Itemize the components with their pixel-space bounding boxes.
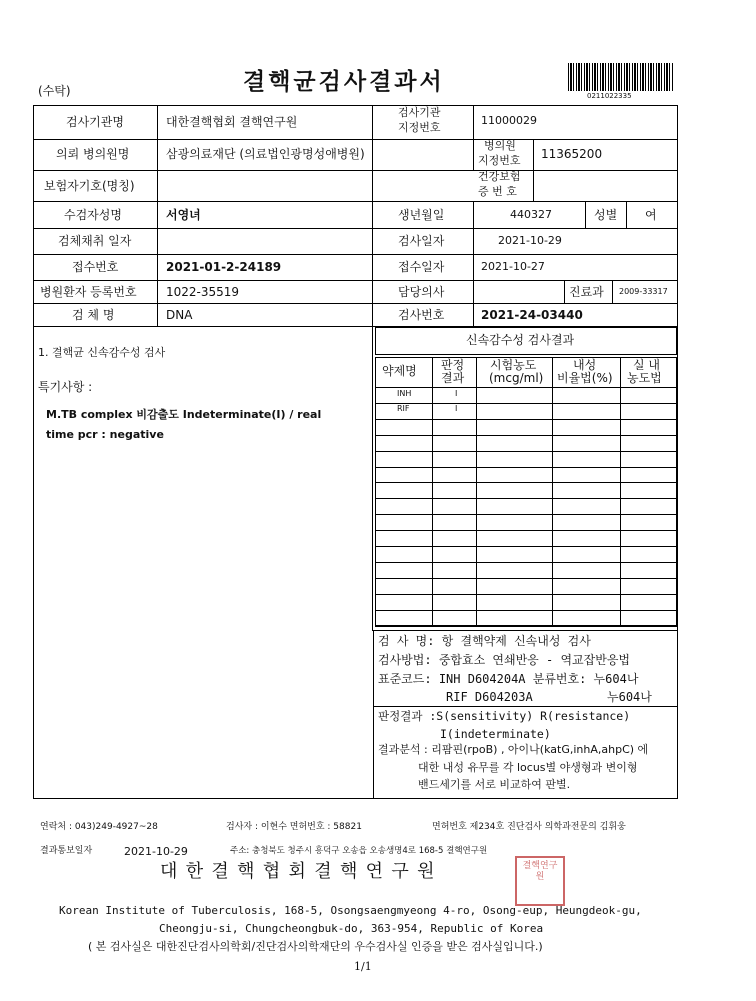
insurance-cert-label-1: 건강보험	[478, 170, 521, 183]
accept-no-label: 접수번호	[72, 260, 119, 274]
results-grid-line	[375, 626, 677, 627]
results-grid-line	[375, 498, 677, 499]
test-item: 1. 결핵균 신속감수성 검사	[38, 346, 166, 359]
insurer-label: 보험자기호(명칭)	[44, 179, 135, 193]
seal-text: 결핵연구원	[522, 861, 558, 882]
document-title: 결핵균검사결과서	[243, 69, 445, 95]
hospital-label: 의뢰 병의원명	[56, 147, 130, 161]
remarks-line-2: time pcr : negative	[46, 428, 164, 441]
footer-phone: 연락처 : 043)249-4927~28	[40, 822, 158, 832]
row-inh-drug: INH	[397, 389, 412, 398]
footer-institute: 대 한 결 핵 협 회 결 핵 연 구 원	[160, 861, 436, 882]
birth-label: 생년월일	[398, 208, 445, 222]
footer-license: 면허번호 제234호 진단검사 의학과전문의 김휘웅	[432, 822, 626, 832]
barcode-number: 0211022335	[587, 92, 632, 100]
hospital-code-label-1: 병의원	[484, 139, 516, 152]
judgement-line-2: I(indeterminate)	[440, 727, 551, 741]
patient-label: 수검자성명	[64, 208, 122, 222]
header-realtime-2: 농도법	[627, 371, 662, 385]
remarks-label: 특기사항 :	[38, 380, 93, 394]
analysis-line-2: 대한 내성 유무를 각 locus별 야생형과 변이형	[418, 761, 638, 774]
results-grid-line	[375, 562, 677, 563]
header-concentration-1: 시험농도	[490, 358, 537, 372]
method-code-line-2b: 누604나	[607, 690, 652, 704]
specimen-label: 검 체 명	[72, 308, 115, 322]
sex-value: 여	[645, 208, 657, 222]
specimen-value: DNA	[166, 308, 193, 322]
header-resistance-1: 내성	[573, 358, 597, 372]
lab-code-value: 11000029	[481, 114, 537, 127]
results-grid-line	[375, 482, 677, 483]
lab-label: 검사기관명	[66, 115, 124, 129]
dept-label: 진료과	[569, 285, 604, 299]
barcode	[568, 63, 674, 91]
results-grid-line	[375, 419, 677, 420]
row-rif-drug: RIF	[397, 404, 410, 413]
footer-english-1: Korean Institute of Tuberculosis, 168-5, Osongsaengmyeong 4-ro, Osong-eup, Heungdeok-gu,	[59, 904, 642, 917]
results-grid-line	[375, 514, 677, 515]
accept-no-value: 2021-01-2-24189	[166, 260, 282, 274]
accept-date-label: 접수일자	[398, 260, 445, 274]
header-resistance-2: 비율법(%)	[557, 371, 613, 385]
hospital-code-value: 11365200	[541, 147, 603, 161]
header-judgement-2: 결과	[441, 371, 465, 385]
footer-report-date-label: 결과통보일자	[40, 846, 93, 856]
dept-value: 2009-33317	[619, 287, 668, 296]
results-grid-line	[375, 451, 677, 452]
doctor-label: 담당의사	[398, 285, 445, 299]
patient-value: 서영녀	[166, 208, 201, 222]
accept-date-value: 2021-10-27	[481, 260, 545, 273]
lab-code-label-2: 지정번호	[398, 121, 441, 134]
results-table	[375, 357, 677, 626]
method-code-line-1: 표준코드: INH D604204A 분류번호: 누604나	[378, 672, 639, 686]
results-grid-line	[375, 610, 677, 611]
header-judgement-1: 판정	[441, 358, 465, 372]
results-grid-line	[375, 530, 677, 531]
footer-address: 주소: 충청북도 청주시 흥덕구 오송읍 오송생명4로 168-5 결핵연구원	[230, 846, 488, 856]
test-no-label: 검사번호	[398, 308, 445, 322]
method-name-line: 검 사 명: 항 결핵약제 신속내성 검사	[378, 634, 591, 648]
header-drug: 약제명	[382, 364, 417, 378]
lab-code-label-1: 검사기관	[398, 106, 441, 119]
test-date-value: 2021-10-29	[498, 234, 562, 247]
collect-label: 검체채취 일자	[58, 234, 132, 248]
hospital-code-label-2: 지정번호	[478, 154, 521, 167]
footer-english-2: Cheongju-si, Chungcheongbuk-do, 363-954, Republic of Korea	[159, 922, 544, 935]
results-grid-line	[375, 546, 677, 547]
test-no-value: 2021-24-03440	[481, 308, 583, 322]
analysis-line-1: 결과분석 : 리팜핀(rpoB) , 아이나(katG,inhA,ahpC) 에	[378, 743, 649, 756]
header-realtime-1: 실 내	[633, 358, 660, 372]
hospital-value: 삼광의료재단 (의료법인광명성애병원)	[166, 147, 365, 161]
row-inh-result: I	[455, 389, 458, 398]
results-grid-line	[375, 594, 677, 595]
test-date-label: 검사일자	[398, 234, 445, 248]
footer-report-date-value: 2021-10-29	[124, 845, 188, 858]
results-title: 신속감수성 검사결과	[466, 333, 575, 347]
sex-label: 성별	[594, 208, 618, 222]
results-grid-line	[375, 467, 677, 468]
official-seal	[515, 856, 565, 906]
birth-value: 440327	[510, 208, 552, 221]
row-rif-result: I	[455, 404, 458, 413]
reg-no-label: 병원환자 등록번호	[40, 285, 137, 299]
method-code-line-2: RIF D604203A	[446, 690, 533, 704]
footer-inspector: 검사자 : 이현수 면허번호 : 58821	[226, 822, 362, 832]
reg-no-value: 1022-35519	[166, 285, 240, 299]
remarks-line-1: M.TB complex 비감출도 Indeterminate(I) / real	[46, 408, 322, 421]
results-grid-line	[375, 403, 677, 404]
lab-value: 대한결핵협회 결핵연구원	[166, 115, 298, 129]
results-grid-line	[375, 435, 677, 436]
results-grid-line	[375, 578, 677, 579]
analysis-line-3: 밴드세기를 서로 비교하여 판별.	[418, 778, 571, 791]
footer-certification: ( 본 검사실은 대한진단검사의학회/진단검사의학재단의 우수검사실 인증을 받은 검사실입니다.)	[88, 940, 543, 953]
judgement-line-1: 판정결과 :S(sensitivity) R(resistance)	[378, 709, 631, 723]
receipt-tag: (수탁)	[38, 84, 71, 98]
method-method-line: 검사방법: 중합효소 연쇄반응 - 역교잡반응법	[378, 653, 631, 667]
insurance-cert-label-2: 증 번 호	[478, 185, 517, 198]
header-concentration-2: (mcg/ml)	[489, 371, 544, 385]
page-number: 1/1	[354, 960, 372, 973]
